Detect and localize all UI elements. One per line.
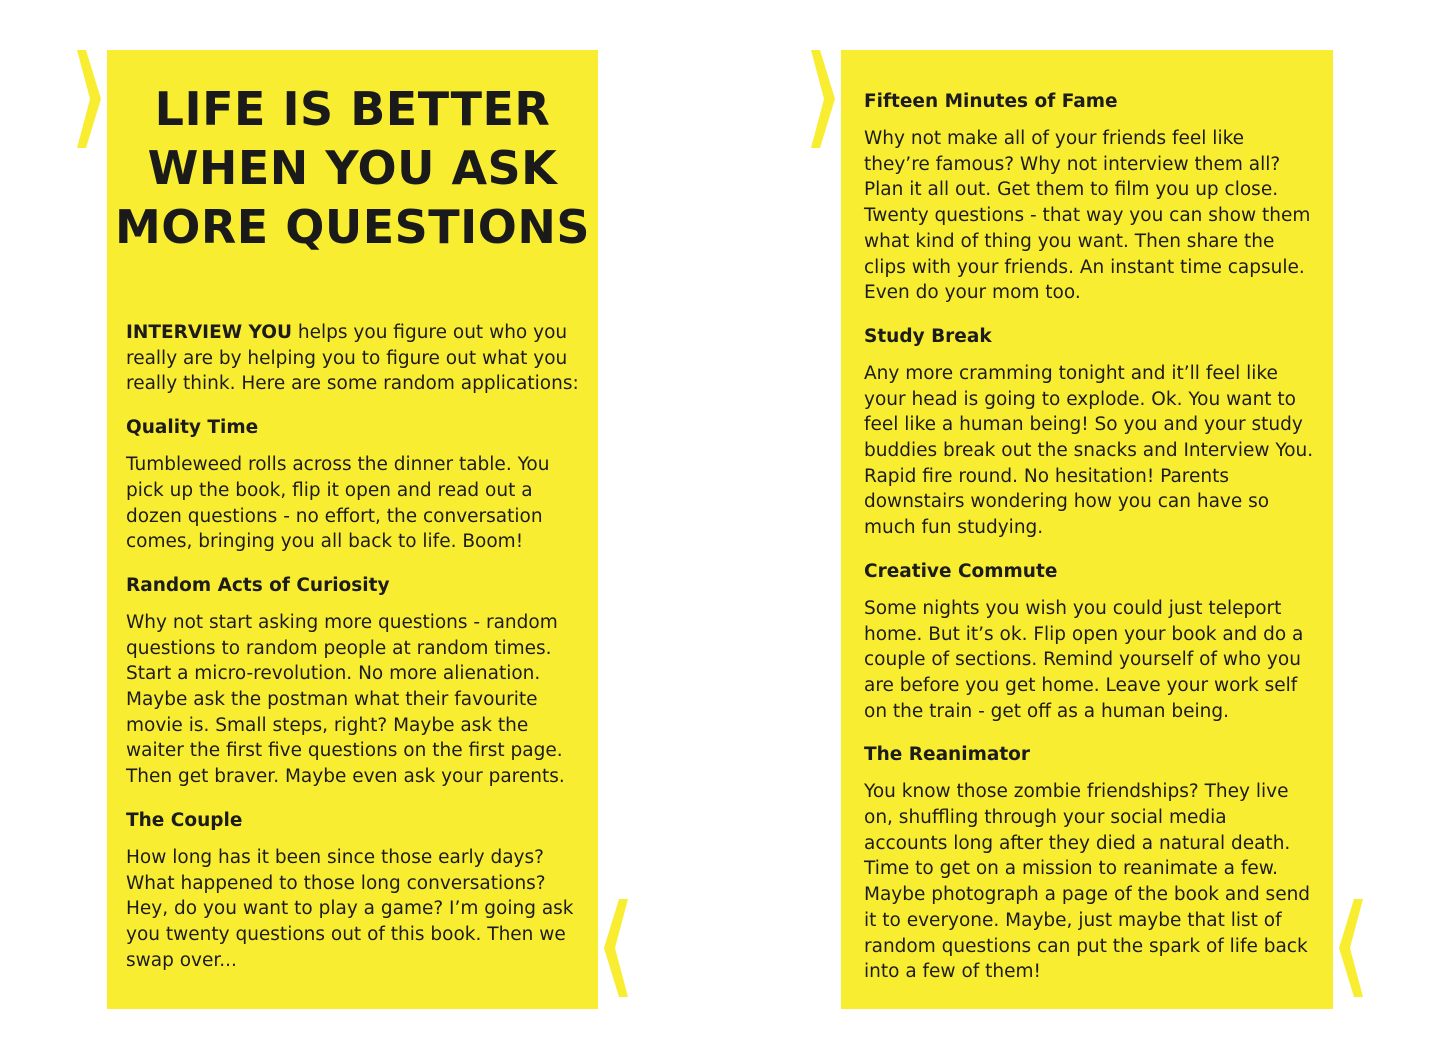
left-page-panel [107,50,598,1009]
section-text: Why not start asking more questions - random questions to random people at random times. Start a micro-revolution. No more alienation. Maybe ask the postman what their favourite movie is. Small steps, right? Maybe ask the waiter the first five questions on the first page. Then get braver. Maybe even ask your parents. [126,611,565,788]
page-title [107,80,598,257]
section-heading: The Couple [126,809,243,831]
section-heading: The Reanimator [864,744,1031,766]
section-heading: Study Break [864,325,992,347]
chevron-right-icon [77,50,101,148]
section-heading: Random Acts of Curiosity [126,574,390,596]
intro-bold-text: INTERVIEW YOU [126,322,293,343]
title-line: LIFE IS BETTER [154,82,551,136]
right-body [864,89,1315,985]
chevron-left-icon [604,899,628,997]
chevron-right-icon [811,50,835,148]
section-heading: Creative Commute [864,560,1058,582]
intro-text: helps you figure out who you really are by helping you to figure out what you really think. Here are some random applications: [126,322,579,395]
right-page-panel [841,50,1333,1009]
left-body [126,320,584,973]
section-text: Tumbleweed rolls across the dinner table. You pick up the book, flip it open and read out a dozen questions - no effort, the conversation comes, bringing you all back to life. Boom! [126,454,550,553]
title-line: MORE QUESTIONS [115,200,590,254]
section-text: How long has it been since those early days? What happened to those long conversations? Hey, do you want to play a game? I’m going ask you twenty questions out of this book. Then we swap over... [126,846,574,971]
section-text: Any more cramming tonight and it’ll feel like your head is going to explode. Ok. You want to feel like a human being! So you and your study buddies break out the snacks and Interview You. Rapid fire round. No hesitation! Parents downstairs wondering how you can have so much fun studying. [864,362,1314,539]
title-line: WHEN YOU ASK [147,141,558,195]
section-text: Some nights you wish you could just teleport home. But it’s ok. Flip open your book and do a couple of sections. Remind yourself of who you are before you get home. Leave your work self on the train - get off as a human being. [864,597,1304,722]
section-text: You know those zombie friendships? They live on, shuffling through your social media accounts long after they died a natural death. Time to get on a mission to reanimate a few. Maybe photograph a page of the book and send it to everyone. Maybe, just maybe that list of random questions can put the spark of life back into a few of them! [864,781,1311,983]
section-text: Why not make all of your friends feel like they’re famous? Why not interview them all? Plan it all out. Get them to film you up close. Twenty questions - that way you can show them what kind of thing you want. Then share the clips with your friends. An instant time capsule. Even do your mom too. [864,128,1311,304]
section-heading: Fifteen Minutes of Fame [864,91,1118,112]
intro-paragraph [126,320,584,397]
chevron-left-icon [1339,899,1363,997]
section-heading: Quality Time [126,417,259,439]
